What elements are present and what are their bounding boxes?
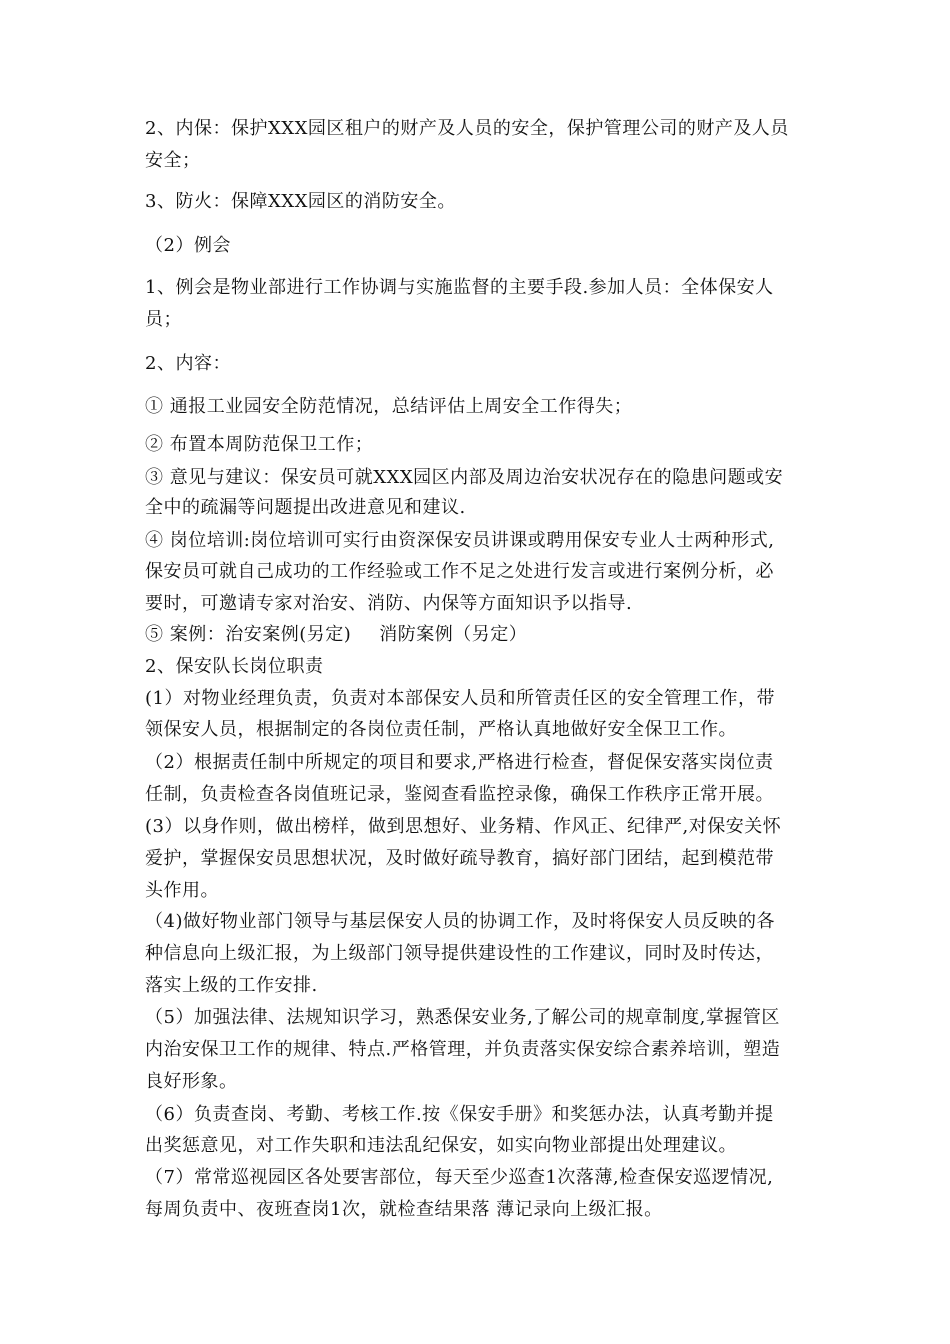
text-line: （5）加强法律、法规知识学习，熟悉保安业务,了解公司的规章制度,掌握管区 xyxy=(145,1007,780,1028)
case-item-fire: 消防案例（另定） xyxy=(379,624,528,645)
text-line: （7）常常巡视园区各处要害部位，每天至少巡查1次落薄,检查保安巡逻情况, xyxy=(145,1167,774,1188)
text-line: 良好形象。 xyxy=(145,1071,238,1092)
text-line: （2）根据责任制中所规定的项目和要求,严格进行检查，督促保安落实岗位责 xyxy=(145,752,774,773)
text-line: 出奖惩意见，对工作失职和违法乱纪保安，如实向物业部提出处理建议。 xyxy=(145,1135,737,1156)
list-item: ② 布置本周防范保卫工作； xyxy=(145,434,374,455)
text-line: （4)做好物业部门领导与基层保安人员的协调工作，及时将保安人员反映的各 xyxy=(145,911,775,932)
text-line: 全中的疏漏等问题提出改进意见和建议. xyxy=(145,497,466,518)
text-line: 保安员可就自己成功的工作经验或工作不足之处进行发言或进行案例分析，必 xyxy=(145,561,774,582)
text-line: 领保安人员，根据制定的各岗位责任制，严格认真地做好安全保卫工作。 xyxy=(145,719,737,740)
text-line: 安全； xyxy=(145,150,201,171)
text-line: 3、防火：保障XXX园区的消防安全。 xyxy=(145,191,456,212)
text-line: 种信息向上级汇报，为上级部门领导提供建设性的工作建议，同时及时传达， xyxy=(145,943,774,964)
list-item: ① 通报工业园安全防范情况，总结评估上周安全工作得失； xyxy=(145,396,633,417)
list-item xyxy=(145,623,825,647)
text-line: 任制，负责检查各岗值班记录，鉴阅查看监控录像，确保工作秩序正常开展。 xyxy=(145,784,774,805)
text-line: 爱护，掌握保安员思想状况，及时做好疏导教育，搞好部门团结，起到模范带 xyxy=(145,848,774,869)
text-line: （6）负责查岗、考勤、考核工作.按《保安手册》和奖惩办法，认真考勤并提 xyxy=(145,1104,774,1125)
text-line: 要时，可邀请专家对治安、消防、内保等方面知识予以指导. xyxy=(145,593,633,614)
section-heading: （2）例会 xyxy=(145,235,231,256)
text-line: 落实上级的工作安排. xyxy=(145,975,318,996)
text-line: 每周负责中、夜班查岗1次，就检查结果落 薄记录向上级汇报。 xyxy=(145,1199,663,1220)
text-line: (3）以身作则，做出榜样，做到思想好、业务精、作风正、纪律严,对保安关怀 xyxy=(145,816,782,837)
text-line: 员； xyxy=(145,309,182,330)
case-item-security: ⑤ 案例：治安案例(另定) xyxy=(145,624,352,645)
text-line: 2、内保：保护XXX园区租户的财产及人员的安全，保护管理公司的财产及人员 xyxy=(145,118,789,139)
list-item: ④ 岗位培训:岗位培训可实行由资深保安员讲课或聘用保安专业人士两种形式, xyxy=(145,530,775,551)
text-line: 1、例会是物业部进行工作协调与实施监督的主要手段.参加人员：全体保安人 xyxy=(145,277,774,298)
section-heading: 2、保安队长岗位职责 xyxy=(145,656,324,677)
text-line: (1）对物业经理负责，负责对本部保安人员和所管责任区的安全管理工作，带 xyxy=(145,688,775,709)
text-line: 2、内容： xyxy=(145,353,231,374)
text-line: 头作用。 xyxy=(145,880,219,901)
text-line: 内治安保卫工作的规律、特点.严格管理，并负责落实保安综合素养培训，塑造 xyxy=(145,1039,781,1060)
list-item: ③ 意见与建议：保安员可就XXX园区内部及周边治安状况存在的隐患问题或安 xyxy=(145,467,784,488)
